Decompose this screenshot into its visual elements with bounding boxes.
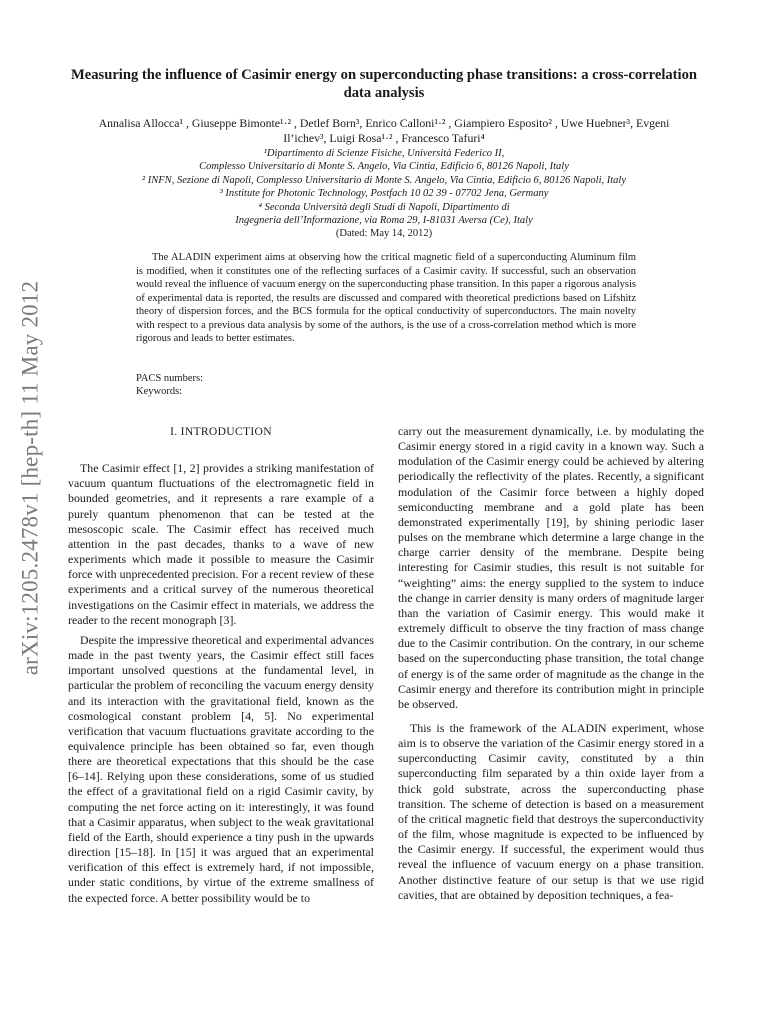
pacs-keywords [136,372,203,398]
affiliation-line: Complesso Universitario di Monte S. Angelo, Via Cintia, Edificio 6, 80126 Napoli, Italy [199,161,569,173]
affiliation-line: ⁴ Seconda Università degli Studi di Napoli, Dipartimento di [258,201,510,213]
body-paragraph: carry out the measurement dynamically, i.e. by modulating the Casimir energy stored in a rigid cavity in a known way. Such a modulation of the Casimir energy could be achieved by altering periodically the reflectivity of the plates. Recently, a significant modulation of the Casimir force between a highly doped semiconducting membrane and a gold plate has been demonstrated experimentally [19], by shining periodic laser pulses on the membrane which determine a large change in the charge carrier density of the membrane. Despite being interesting for Casimir studies, this result is not suitable for “weighting” aims: the energy supplied to the system to induce the change in carrier density is many orders of magnitude larger than the variation of Casimir energy. This would make it extremely difficult to observe the tiny fraction of mass change due to the Casimir contribution. On the contrary, in our scheme based on the superconducting phase transition, the total change of energy is of the same order of magnitude as the change in the Casimir energy and therefore its contribution might in principle be observed. [398,424,704,711]
arxiv-identifier-text: arXiv:1205.2478v1 [hep-th] 11 May 2012 [17,280,42,676]
author-list: Annalisa Allocca¹ , Giuseppe Bimonte¹·² , Detlef Born³, Enrico Calloni¹·² , Giampiero Esposito² , Uwe Huebner³, Evgeni Il’ichev³, Luigi Rosa¹·² , Francesco Tafuri⁴ [98,116,670,145]
affiliation-line: ¹Dipartimento di Scienze Fisiche, Università Federico II, [263,148,505,159]
affiliation-line: Ingegneria dell’Informazione, via Roma 29, I-81031 Aversa (Ce), Italy [235,215,533,227]
body-paragraph: Despite the impressive theoretical and experimental advances made in the past twenty years, the Casimir effect still faces important unsolved questions at the fundamental level, in particular the problem of reconciling the vacuum energy density and its interaction with the gravitational field, known as the cosmological constant problem [4, 5]. No experimental verification that vacuum fluctuations gravitate according to the equivalence principle has been obtained so far, even though there are theoretical expectations that this should be the case [6–14]. Relying upon these considerations, some of us studied the effect of a gravitational field on a rigid Casimir cavity, by computing the net force acting on it: interestingly, it was found that a Casimir apparatus, when subject to the weak gravitational field of the Earth, should experience a tiny push in the upwards direction [15–18]. In [15] it was argued that an experimental verification of this effect is extremely hard, if not impossible, under static conditions, by virtue of the extreme smallness of the expected force. A better possibility would be to [68,632,374,905]
affiliation-line: ³ Institute for Photonic Technology, Postfach 10 02 39 - 07702 Jena, Germany [219,188,549,200]
right-column [398,424,704,912]
body-paragraph: The Casimir effect [1, 2] provides a striking manifestation of vacuum quantum fluctuations of the electromagnetic field in bounded geometries, and it represents a rare example of a purely quantum phenomenon that can be tested at the mesoscopic scale. The Casimir effect has received much attention in the past decades, thanks to a wave of new experiments which made it possible to measure the Casimir force with unprecedented precision. For a recent review of these experiments and a critical survey of the numerous theoretical investigations on the Casimir effect in materials, we address the reader to the recent monograph [3]. [68,461,374,627]
arxiv-identifier [14,248,46,708]
affiliation-line: ² INFN, Sezione di Napoli, Complesso Universitario di Monte S. Angelo, Via Cintia, Edificio 6, 80126 Napoli, Italy [142,174,626,186]
abstract [136,251,636,346]
body-paragraph: This is the framework of the ALADIN experiment, whose aim is to observe the variation of the Casimir energy stored in a superconducting Casimir cavity, constituted by a thin superconducting film separated by a thin oxide layer from a thick gold substrate, across the superconducting phase transition. The scheme of detection is based on a measurement of the critical magnetic field that destroys the superconductivity of the film, whose magnitude is expected to be influenced by the Casimir energy. If successful, the experiment would thus reveal the influence of vacuum energy on a phase transition. Another distinctive feature of our setup is that we use rigid cavities, that are obtained by deposition techniques, a fea- [398,720,704,902]
section-heading: I. INTRODUCTION [170,425,272,438]
abstract-text: The ALADIN experiment aims at observing how the critical magnetic field of a superconducting Aluminum film is modified, when it constitutes one of the reflecting surfaces of a Casimir cavity. If successful, such an observation would reveal the influence of vacuum energy on the superconducting phase transition. In this paper a rigorous analysis of experimental data is reported, the results are discussed and compared with theoretical predictions based on Lifshitz theory of dispersion forces, and the BCS formula for the optical conductivity of superconductors. The main novelty with respect to a previous data analysis by some of the authors, is the use of a cross-correlation method which is more rigorous and leads to better estimates. [136,252,636,344]
pacs-numbers: PACS numbers: [136,373,204,384]
keywords: Keywords: [136,386,183,397]
date-line: (Dated: May 14, 2012) [335,228,433,240]
affiliations [60,147,708,241]
left-column [68,424,374,911]
paper-title: Measuring the influence of Casimir energy on superconducting phase transitions: a cross-correlation data analysis [70,67,698,101]
